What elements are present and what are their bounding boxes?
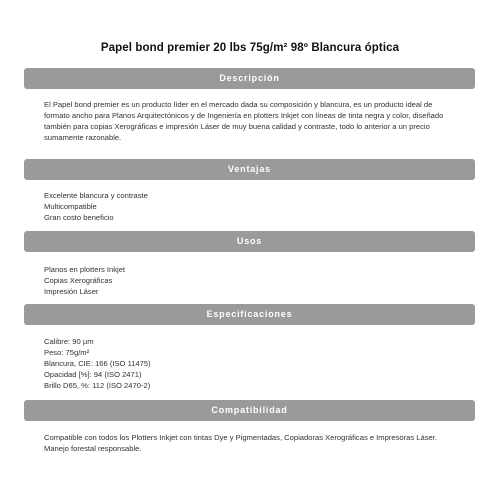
section-header-compatibilidad: Compatibilidad [24, 400, 475, 421]
section-header-descripcion: Descripción [24, 68, 475, 89]
section-header-especificaciones: Especificaciones [24, 304, 475, 325]
text-line: sumamente razonable. [44, 133, 122, 142]
section-body-ventajas [44, 190, 464, 223]
spec-item: Calibre: 90 µm [44, 337, 94, 346]
text-line: Manejo forestal responsable. [44, 444, 142, 453]
text-line: El Papel bond premier es un producto líder en el mercado dada su composición y blancura, es un producto ideal de [44, 100, 433, 109]
text-line: formato ancho para Planos Arquitectónicos y de Ingeniería en plotters Inkjet con líneas de tinta negra y color, diseñado [44, 111, 444, 120]
section-body-usos [44, 264, 464, 297]
spec-item: Blancura, CIE: 166 (ISO 11475) [44, 359, 151, 368]
page-title: Papel bond premier 20 lbs 75g/m² 98º Blancura óptica [100, 42, 400, 54]
section-body-descripcion [44, 99, 464, 143]
section-body-especificaciones [44, 336, 464, 391]
text-line: Compatible con todos los Plotters Inkjet con tintas Dye y Pigmentadas, Copiadoras Xerográficas e Impresoras Láser. [44, 433, 437, 442]
section-header-usos: Usos [24, 231, 475, 252]
list-item: Copias Xerográficas [44, 276, 113, 285]
list-item: Multicompatible [44, 202, 97, 211]
spec-item: Peso: 75g/m² [44, 348, 90, 357]
section-header-ventajas: Ventajas [24, 159, 475, 180]
list-item: Impresión Láser [44, 287, 99, 296]
spec-item: Brillo D65, %: 112 (ISO 2470-2) [44, 381, 151, 390]
text-line: también para copias Xerográficas e impresión Láser de muy buena calidad y contraste, todo lo anterior a un precio [44, 122, 430, 131]
list-item: Planos en plotters Inkjet [44, 265, 126, 274]
spec-item: Opacidad [%]: 94 (ISO 2471) [44, 370, 142, 379]
list-item: Gran costo beneficio [44, 213, 114, 222]
section-body-compatibilidad [44, 432, 464, 454]
list-item: Excelente blancura y contraste [44, 191, 148, 200]
